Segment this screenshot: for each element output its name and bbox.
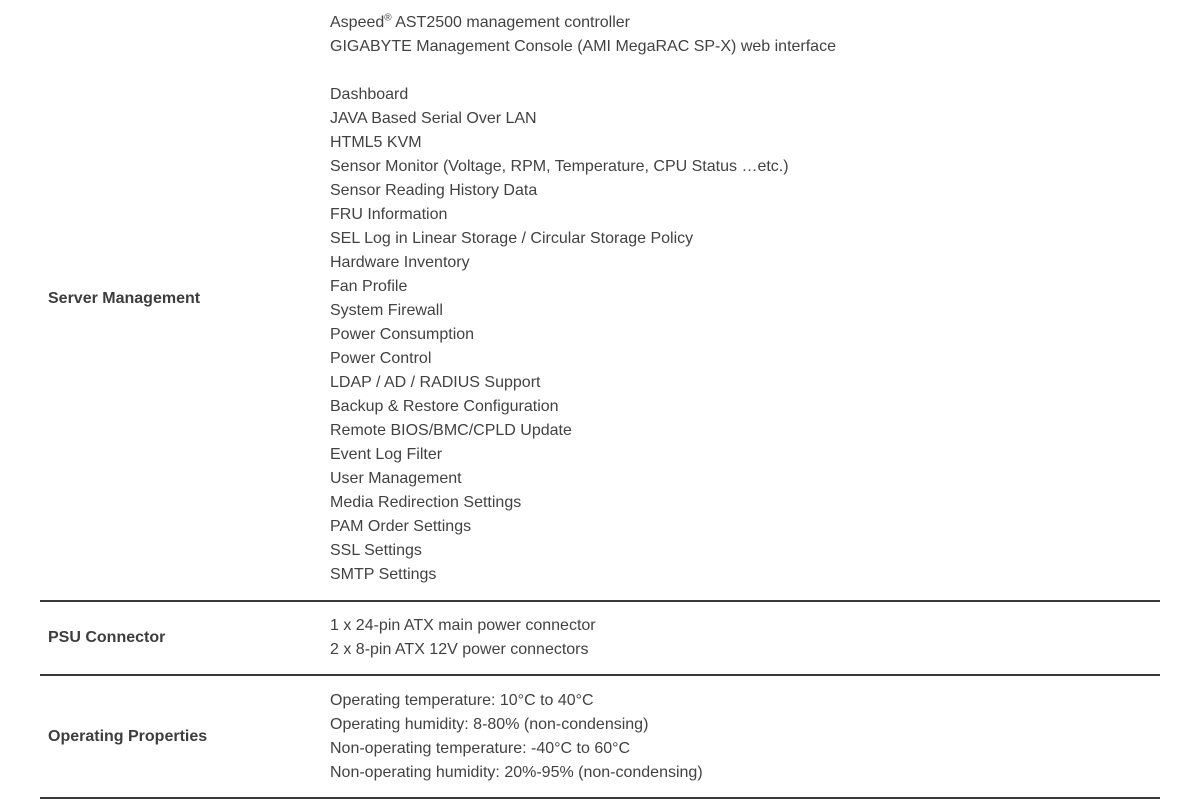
spec-line: Operating temperature: 10°C to 40°C — [330, 692, 594, 709]
spec-line: SEL Log in Linear Storage / Circular Storage Policy — [330, 230, 694, 247]
spec-line: PAM Order Settings — [330, 518, 472, 535]
spec-line: Event Log Filter — [330, 446, 443, 463]
spec-line: JAVA Based Serial Over LAN — [330, 110, 537, 127]
spec-line: System Firewall — [330, 302, 443, 319]
spec-line: Power Control — [330, 350, 432, 367]
spec-row-label: Server Management — [48, 290, 201, 307]
spec-row — [40, 0, 1160, 600]
spec-table — [40, 0, 1160, 799]
spec-line: Dashboard — [330, 86, 409, 103]
spec-line: Media Redirection Settings — [330, 494, 522, 511]
spec-row-label: Operating Properties — [48, 728, 208, 745]
spec-line: GIGABYTE Management Console (AMI MegaRAC SP-X) web interface — [330, 38, 836, 55]
spec-line: 2 x 8-pin ATX 12V power connectors — [330, 641, 589, 658]
spec-line: LDAP / AD / RADIUS Support — [330, 374, 541, 391]
spec-line: Hardware Inventory — [330, 254, 470, 271]
spec-line: Sensor Monitor (Voltage, RPM, Temperature, CPU Status …etc.) — [330, 158, 789, 175]
spec-row — [40, 674, 1160, 797]
spec-line: SSL Settings — [330, 542, 422, 559]
spec-row-content — [330, 614, 1160, 662]
spec-row-content — [330, 11, 1160, 587]
spec-line: Fan Profile — [330, 278, 408, 295]
spec-line: Aspeed® AST2500 management controller — [330, 12, 630, 31]
spec-line: Power Consumption — [330, 326, 475, 343]
spec-line: User Management — [330, 470, 462, 487]
spec-line-spacer — [330, 59, 1160, 83]
spec-line: Sensor Reading History Data — [330, 182, 538, 199]
spec-line: Non-operating temperature: -40°C to 60°C — [330, 740, 631, 757]
spec-row — [40, 600, 1160, 674]
spec-line: Operating humidity: 8-80% (non-condensing) — [330, 716, 649, 733]
spec-line: FRU Information — [330, 206, 448, 223]
spec-line: HTML5 KVM — [330, 134, 422, 151]
spec-line: Remote BIOS/BMC/CPLD Update — [330, 422, 572, 439]
spec-row-label: PSU Connector — [48, 629, 166, 646]
spec-line: Backup & Restore Configuration — [330, 398, 559, 415]
spec-row-content — [330, 689, 1160, 785]
spec-line: SMTP Settings — [330, 566, 437, 583]
spec-line: 1 x 24-pin ATX main power connector — [330, 617, 596, 634]
registered-trademark-symbol: ® — [384, 12, 392, 24]
spec-line: Non-operating humidity: 20%-95% (non-condensing) — [330, 764, 703, 781]
